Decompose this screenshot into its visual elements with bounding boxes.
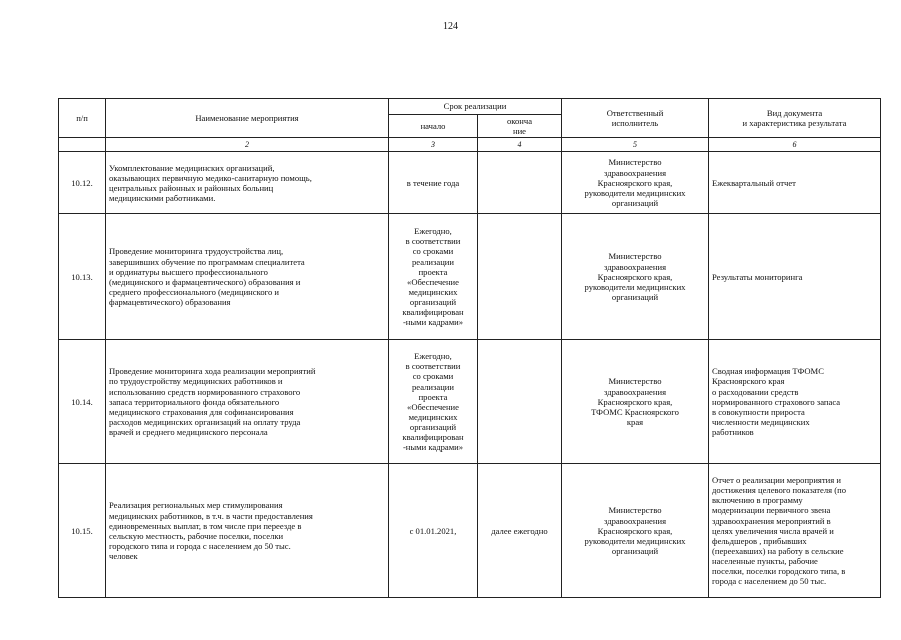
column-numbers-row xyxy=(59,138,881,152)
header-end: оконча ние xyxy=(478,115,562,138)
result-document: Результаты мониторинга xyxy=(709,214,881,340)
end-term: далее ежегодно xyxy=(478,464,562,598)
result-document: Отчет о реализации мероприятия и достижения целевого показателя (по включению в программу модернизации первичного звена здравоохранения мероприятий в целях увеличения числа врачей и фельдшеров , прибывших (переехавших) на работу в сельские населенные пункты, рабочие поселки, поселки городского типа, в города с населением до 50 тыс. xyxy=(709,464,881,598)
header-num: п/п xyxy=(59,99,106,138)
executor: Министерство здравоохранения Красноярского края, руководители медицинских организаций xyxy=(562,152,709,214)
row-number: 10.14. xyxy=(59,340,106,464)
measure-name: Проведение мониторинга хода реализации мероприятий по трудоустройству медицинских работников и использованию средств нормированного страхового запаса территориального фонда обязательного медицинского страхования для софинансирования расходов медицинских организаций на оплату труда врачей и среднего медицинского персонала xyxy=(106,340,389,464)
executor: Министерство здравоохранения Красноярского края, ТФОМС Красноярского края xyxy=(562,340,709,464)
end-term xyxy=(478,340,562,464)
executor: Министерство здравоохранения Красноярского края, руководители медицинских организаций xyxy=(562,214,709,340)
end-term xyxy=(478,152,562,214)
row-number: 10.13. xyxy=(59,214,106,340)
col-number-4: 4 xyxy=(478,138,562,152)
col-number-1 xyxy=(59,138,106,152)
header-term: Срок реализации xyxy=(389,99,562,115)
header-row xyxy=(59,99,881,115)
header-exec: Ответственный исполнитель xyxy=(562,99,709,138)
start-term: с 01.01.2021, xyxy=(389,464,478,598)
start-term: Ежегодно, в соответствии со сроками реализации проекта «Обеспечение медицинских организаций квалифицирован -ными кадрами» xyxy=(389,214,478,340)
table-row xyxy=(59,340,881,464)
measure-name: Реализация региональных мер стимулирования медицинских работников, в т.ч. в части предоставления единовременных выплат, в том числе при переезде в сельскую местность, рабочие поселки, поселки городского типа и города с населением до 50 тыс. человек xyxy=(106,464,389,598)
header-name: Наименование мероприятия xyxy=(106,99,389,138)
measures-table xyxy=(58,98,881,598)
col-number-5: 5 xyxy=(562,138,709,152)
result-document: Сводная информация ТФОМС Красноярского края о расходовании средств нормированного страхового запаса в совокупности прироста численности медицинских работников xyxy=(709,340,881,464)
page-number: 124 xyxy=(443,21,458,32)
col-number-3: 3 xyxy=(389,138,478,152)
table-row xyxy=(59,464,881,598)
end-term xyxy=(478,214,562,340)
start-term: Ежегодно, в соответствии со сроками реализации проекта «Обеспечение медицинских организаций квалифицирован -ными кадрами» xyxy=(389,340,478,464)
measure-name: Проведение мониторинга трудоустройства лиц, завершивших обучение по программам специалитета и ординатуры высшего профессионального (медицинского и фармацевтического) образования и среднего профессионального (медицинского и фармацевтического) образования xyxy=(106,214,389,340)
col-number-2: 2 xyxy=(106,138,389,152)
col-number-6: 6 xyxy=(709,138,881,152)
table-row xyxy=(59,214,881,340)
header-doc: Вид документа и характеристика результата xyxy=(709,99,881,138)
executor: Министерство здравоохранения Красноярского края, руководители медицинских организаций xyxy=(562,464,709,598)
row-number: 10.15. xyxy=(59,464,106,598)
row-number: 10.12. xyxy=(59,152,106,214)
header-start: начало xyxy=(389,115,478,138)
result-document: Ежеквартальный отчет xyxy=(709,152,881,214)
table-row xyxy=(59,152,881,214)
start-term: в течение года xyxy=(389,152,478,214)
measure-name: Укомплектование медицинских организаций, оказывающих первичную медико-санитарную помощь, центральных районных и районных больниц медицинскими работниками. xyxy=(106,152,389,214)
